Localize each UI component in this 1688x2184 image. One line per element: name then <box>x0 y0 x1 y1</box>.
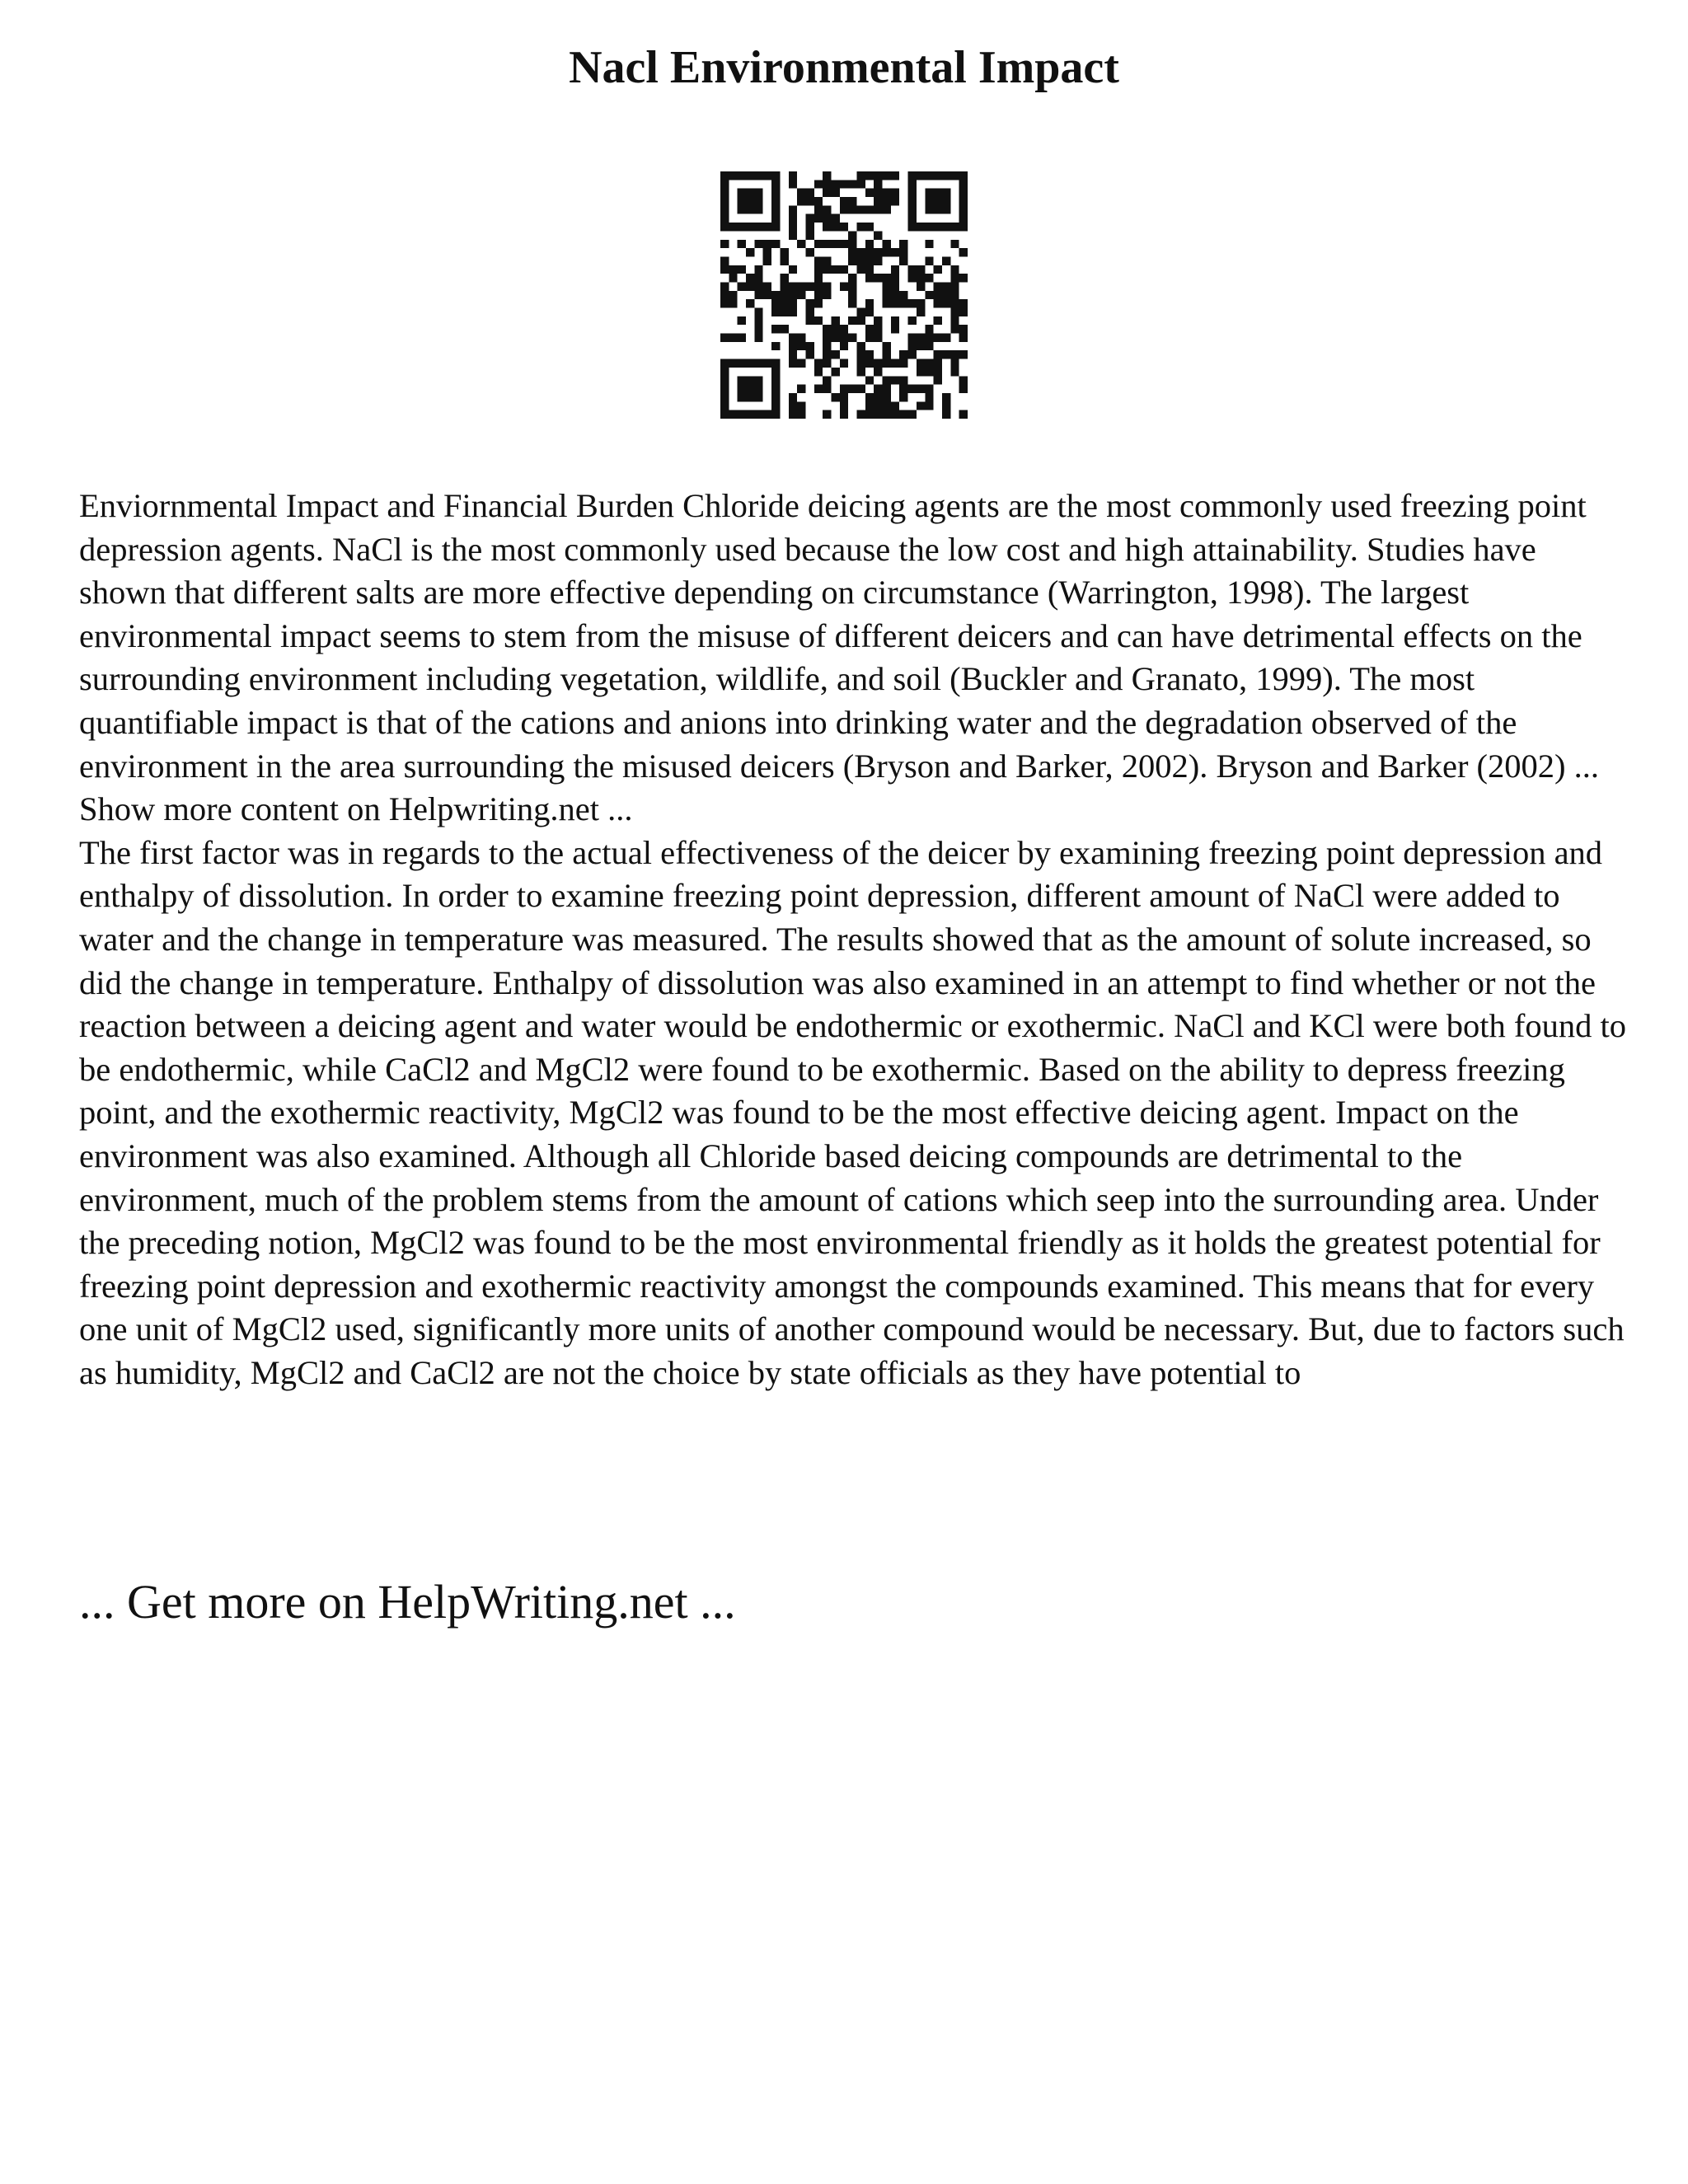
paragraph-intro: Enviornmental Impact and Financial Burden Chloride deicing agents are the most commonly used freezing point depression agents. NaCl is the most commonly used because the low cost and high attainability. Studies have shown that different salts are more effective depending on circumstance (Warrington, 1998). The largest environmental impact seems to stem from the misuse of different deicers and can have detrimental effects on the surrounding environment including vegetation, wildlife, and soil (Buckler and Granato, 1999). The most quantifiable impact is that of the cations and anions into drinking water and the degradation observed of the environment in the area surrounding the misused deicers (Bryson and Barker, 2002). Bryson and Barker (2002) ... Show more content on Helpwriting.net ... <box>79 487 1600 828</box>
paragraph-findings: The first factor was in regards to the actual effectiveness of the deicer by examining freezing point depression and enthalpy of dissolution. In order to examine freezing point depression, different amount of NaCl were added to water and the change in temperature was measured. The results showed that as the amount of solute increased, so did the change in temperature. Enthalpy of dissolution was also examined in an attempt to find whether or not the reaction between a deicing agent and water would be endothermic or exothermic. NaCl and KCl were both found to be endothermic, while CaCl2 and MgCl2 were found to be exothermic. Based on the ability to depress freezing point, and the exothermic reactivity, MgCl2 was found to be the most effective deicing agent. Impact on the environment was also examined. Although all Chloride based deicing compounds are detrimental to the environment, much of the problem stems from the amount of cations which seep into the surrounding area. Under the preceding notion, MgCl2 was found to be the most environmental friendly as it holds the greatest potential for freezing point depression and exothermic reactivity amongst the compounds examined. This means that for every one unit of MgCl2 used, significantly more units of another compound would be necessary. But, due to factors such as humidity, MgCl2 and CaCl2 are not the choice by state officials as they have potential to <box>79 833 1626 1391</box>
page-title: Nacl Environmental Impact <box>569 42 1119 93</box>
get-more-link[interactable]: ... Get more on HelpWriting.net ... <box>79 1575 736 1629</box>
qr-code-graphic <box>720 171 968 419</box>
article-body <box>79 485 1629 1394</box>
qr-code-icon <box>720 171 968 419</box>
